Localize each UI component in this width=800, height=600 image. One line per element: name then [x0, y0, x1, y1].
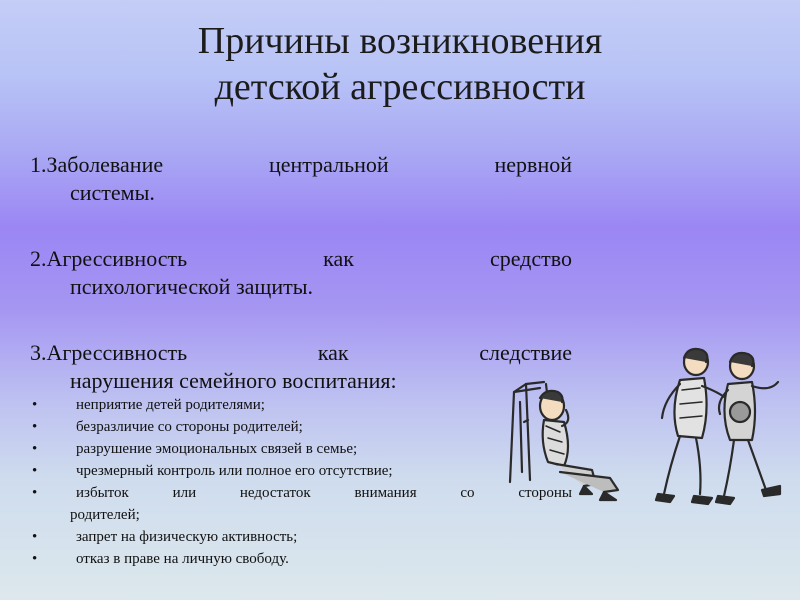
list-item-word: или [172, 485, 197, 501]
list-item [30, 526, 572, 548]
bullet-icon: • [32, 485, 38, 501]
list-item [30, 416, 572, 438]
cause-item-2-line2: психологической защиты. [70, 274, 314, 299]
family-factors-list [30, 394, 572, 570]
list-item-word: недостаток [239, 485, 311, 501]
cause-item-1-line1 [30, 151, 572, 179]
bullet-icon: • [32, 441, 38, 457]
cause-item-3-line2: нарушения семейного воспитания: [70, 368, 397, 393]
fighting-boys-illustration [640, 340, 790, 510]
list-item [30, 482, 572, 526]
cause-item-2-line1 [30, 245, 572, 273]
list-item-word: избыток [76, 485, 129, 501]
cause-item-1-word: центральной [268, 152, 389, 177]
cause-item-2-word: как [323, 246, 354, 271]
bullet-icon: • [32, 419, 38, 435]
list-item-text: разрушение эмоциональных связей в семье; [76, 441, 358, 457]
cause-item-3-word: как [317, 340, 349, 365]
list-item-word: стороны [518, 485, 572, 501]
bullet-icon: • [32, 463, 38, 479]
bullet-icon: • [32, 529, 38, 545]
list-item-text-continued: родителей; [70, 507, 140, 523]
cause-item-2-word: 2.Агрессивность [30, 246, 188, 271]
cause-item-3-word: 3.Агрессивность [30, 340, 188, 365]
list-item [30, 460, 572, 482]
list-item-text: чрезмерный контроль или полное его отсутствие; [76, 463, 393, 479]
list-item [30, 548, 572, 570]
list-item-text: запрет на физическую активность; [76, 529, 298, 545]
list-item-text: неприятие детей родителями; [76, 397, 265, 413]
slide-title [0, 18, 800, 110]
bullet-icon: • [32, 551, 38, 567]
title-line-2: детской агрессивности [214, 66, 586, 108]
bullet-icon: • [32, 397, 38, 413]
list-item-text: отказ в праве на личную свободу. [76, 551, 289, 567]
list-item-text: безразличие со стороны родителей; [76, 419, 303, 435]
cause-item-3-line1 [30, 339, 572, 367]
list-item [30, 394, 572, 416]
list-item-text [76, 482, 572, 504]
cause-item-1-word: нервной [494, 152, 572, 177]
cause-item-1 [30, 151, 572, 207]
cause-item-1-line2: системы. [70, 180, 155, 205]
list-item [30, 438, 572, 460]
list-item-word: внимания [354, 485, 417, 501]
cause-item-3-word: следствие [479, 340, 572, 365]
title-line-1: Причины возникновения [197, 20, 603, 62]
sad-boy-sitting-illustration [500, 362, 640, 502]
cause-item-3 [30, 339, 572, 395]
list-item-word: со [460, 485, 475, 501]
cause-item-1-word: 1.Заболевание [30, 152, 164, 177]
cause-item-2 [30, 245, 572, 301]
cause-item-2-word: средство [489, 246, 572, 271]
